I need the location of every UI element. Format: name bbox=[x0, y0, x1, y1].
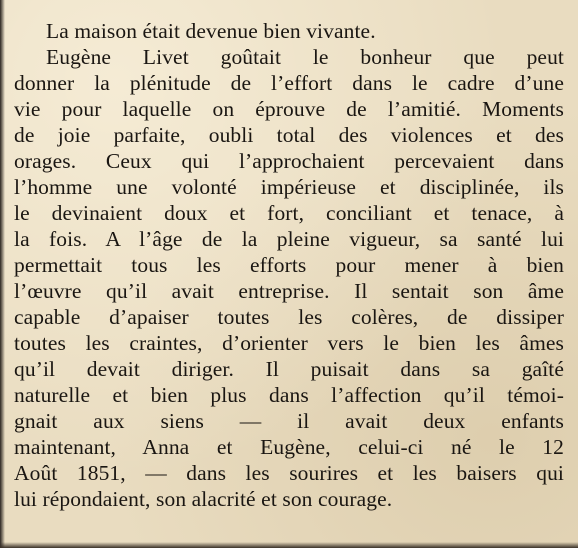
paragraph-2-line-3: vie pour laquelle on éprouve de l’amitié. Moments bbox=[14, 97, 564, 121]
paragraph-2-line-8: la fois. A l’âge de la pleine vigueur, sa santé lui bbox=[14, 227, 564, 251]
body-text bbox=[14, 18, 564, 512]
paragraph-2-line-5: orages. Ceux qui l’approchaient percevaient dans bbox=[14, 149, 564, 173]
paragraph-2-line-18: lui répondaient, son alacrité et son courage. bbox=[14, 487, 393, 511]
paragraph-2-line-12: toutes les craintes, d’orienter vers le bien les âmes bbox=[14, 331, 564, 355]
paragraph-2-line-1: Eugène Livet goûtait le bonheur que peut bbox=[46, 45, 564, 69]
paragraph-1-line-1: La maison était devenue bien vivante. bbox=[46, 19, 376, 43]
paragraph-2-line-9: permettait tous les efforts pour mener à bien bbox=[14, 253, 564, 277]
paragraph-2-line-16: maintenant, Anna et Eugène, celui-ci né le 12 bbox=[14, 435, 564, 459]
paragraph-2-line-10: l’œuvre qu’il avait entreprise. Il sentait son âme bbox=[14, 279, 564, 303]
paragraph-2-line-6: l’homme une volonté impérieuse et disciplinée, ils bbox=[14, 175, 564, 199]
paragraph-2-line-15: gnait aux siens — il avait deux enfants bbox=[14, 409, 564, 433]
paragraph-2-line-17: Août 1851, — dans les sourires et les baisers qui bbox=[14, 461, 564, 485]
paragraph-2-line-7: le devinaient doux et fort, conciliant et tenace, à bbox=[14, 201, 564, 225]
paragraph-2-line-11: capable d’apaiser toutes les colères, de dissiper bbox=[14, 305, 564, 329]
paragraph-2-line-13: qu’il devait diriger. Il puisait dans sa gaîté bbox=[14, 357, 564, 381]
paragraph-2-line-2: donner la plénitude de l’effort dans le cadre d’une bbox=[14, 71, 564, 95]
paragraph-2-line-14: naturelle et bien plus dans l’affection qu’il témoi- bbox=[14, 383, 564, 407]
paragraph-2-line-4: de joie parfaite, oubli total des violences et des bbox=[14, 123, 564, 147]
